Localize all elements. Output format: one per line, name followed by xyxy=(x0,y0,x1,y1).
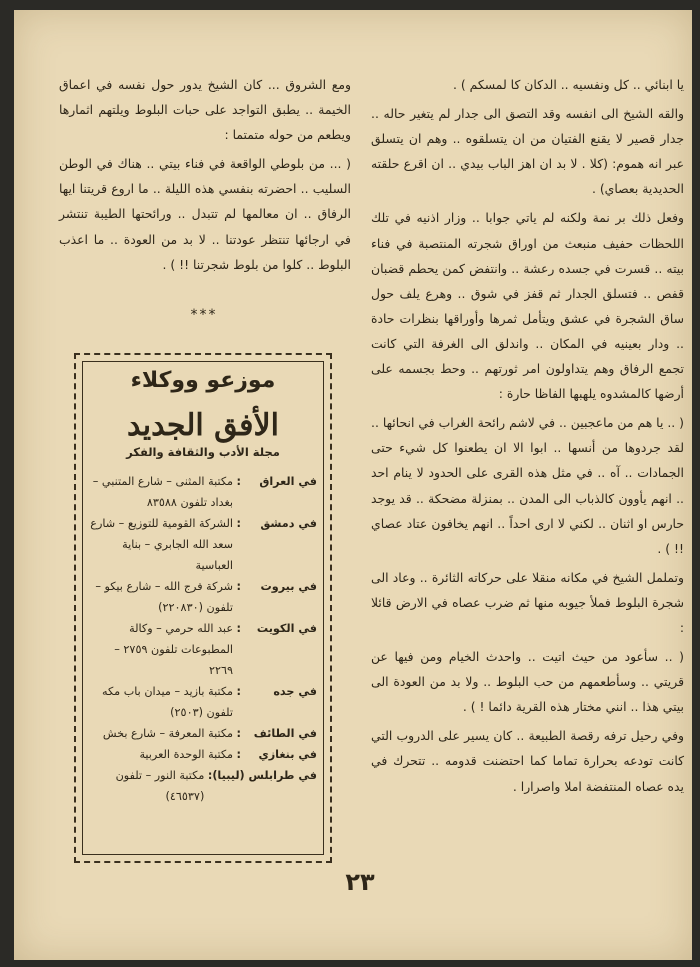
distributor-detail: مكتبة النور – تلفون (٤٦٥٣٧) xyxy=(115,769,205,803)
distributor-detail: مكتبة الوحدة العربية xyxy=(139,748,233,761)
paragraph: وفعل ذلك بر نمة ولكنه لم ياتي جوابا .. وزار اذنيه في تلك اللحظات حفيف منبعث من اوراق شجرته المنتصبة في فناء بيته .. قسرت في جسده رعشة .. وانتفض كمن يحطم قضبان قفص .. فتسلق الجدار ثم قفز في شوق .. وهرع يلف حول ساق الشجرة في عشق ويتأمل ثمرها وأوراقها بنظرات حادة .. ودار بعينيه في المكان .. واندلق الى الغرفة التي كانت تجمع الرفاق وهم يتداولون امر ثورتهم .. وحط بجسمه على أرضها كالمشدوه يلهبها الفاظا حارة : xyxy=(371,210,684,402)
advert-heading: موزعو ووكلاء xyxy=(130,368,276,393)
distributor-detail: مكتبة المعرفة – شارع بخش xyxy=(102,727,233,740)
distributor-city: في الكويت xyxy=(256,622,317,635)
colon-separator: : xyxy=(236,580,241,593)
article-column-left xyxy=(59,72,351,281)
distributor-detail: الشركة القومية للتوزيع – شارع سعد الله الجابري – بناية العباسية xyxy=(90,517,233,572)
paragraph: وتململ الشيخ في مكانه منقلا على حركاته الثائرة .. وعاد الى شجرة البلوط فملأ جيوبه منها ثم ضرب عصاه في الارض قائلا : xyxy=(371,569,684,635)
distributor-detail: مكتبة بازيد – ميدان باب مكه تلفون (٢٥٠٣) xyxy=(102,685,233,719)
page-number: ٢٣ xyxy=(345,868,375,896)
distributors-advert xyxy=(74,353,332,863)
colon-separator: : xyxy=(236,685,241,698)
distributor-city: في العراق xyxy=(259,475,317,488)
distributor-row xyxy=(89,618,317,681)
colon-separator: : xyxy=(236,475,241,488)
distributor-city: في بيروت xyxy=(260,580,317,593)
paragraph: وفي رحيل ترفه رقصة الطبيعة .. كان يسير على الدروب التي كانت تودعه بحرارة تماما كما احتضنت قدومه .. تتحرك في يده عصاه المنتفضة املا واصرارا . xyxy=(371,728,684,794)
paragraph: والقه الشيخ الى انفسه وقد التصق الى جدار لم يتغير حاله .. جدار قصير لا يقنع الفتيان من ان يتسلقوه .. وهم ان يتسلق عبر انه هموم: (كلا . لا بد ان اهز الباب بيدي .. ان اقرع حلقته الحديدية بعصاي) . xyxy=(371,106,684,197)
paragraph: يا ابنائي .. كل ونفسيه .. الدكان كا لمسكم ) . xyxy=(453,77,684,92)
colon-separator: : xyxy=(236,517,241,530)
section-separator: *** xyxy=(190,307,218,323)
distributor-city: في دمشق xyxy=(260,517,317,530)
distributor-city: في الطائف xyxy=(253,727,317,740)
colon-separator: : xyxy=(236,727,241,740)
magazine-logo: الأفق الجديد xyxy=(127,408,279,443)
distributor-city: في طرابلس (ليبيا) xyxy=(212,769,317,782)
paragraph: ( ... من بلوطي الواقعة في فناء بيتي .. هناك في الوطن السليب .. احضرته بنفسي هذه الليلة .. ما اروع قريتنا ايها الرفاق .. ان معالمها لم تتبدل .. ورائحتها الطيبة تنتشر في ارجائها تنتظر عودتنا .. لا بد من العودة .. ما اعذب البلوط .. كلوا من بلوط شجرتنا !! ) . xyxy=(59,156,351,272)
distributor-city: في بنغازي xyxy=(258,748,317,761)
distributor-row xyxy=(89,744,317,765)
distributor-row xyxy=(89,723,317,744)
paragraph: ( .. يا هم من ماعجبين .. في لاشم رائحة الغراب في انحائها .. لقد جردوها من أنسها .. ابوا الا ان يطعنوا كل شيء حتى الجمادات .. آه .. في مثل هذه القرى على الحدود لا ينام احد .. انهم يأوون كالذباب الى المدن .. بمنزلة مضحكة .. قد يوجد حارس او اثنان .. لكني لا ارى احداً .. انهم يخافون عتاد عصاي !! ) . xyxy=(371,415,684,556)
magazine-subtitle: مجلة الأدب والثقافة والفكر xyxy=(126,445,280,459)
distributor-row xyxy=(89,576,317,618)
magazine-page xyxy=(14,10,692,960)
article-column-right xyxy=(371,72,684,803)
colon-separator: : xyxy=(236,622,241,635)
paragraph: ( .. سأعود من حيث اتيت .. واحدث الخيام ومن فيها عن قريتي .. وسأطعمهم من حب البلوط .. ولا بد من العودة الى بيتي هذا .. انني مختار هذه القرية دائما ! ) . xyxy=(371,649,684,715)
distributor-detail: مكتبة المثنى – شارع المتنبي – بغداد تلفون ٨٣٥٨٨ xyxy=(92,475,233,509)
distributor-detail: شركة فرج الله – شارع بيكو – تلفون (٢٢٠٨٣٠) xyxy=(95,580,233,614)
paragraph: ومع الشروق ... كان الشيخ يدور حول نفسه في اعماق الخيمة .. يطبق التواجد على حبات البلوط ويلتهم اثمارها ويطعم من حوله متمتما : xyxy=(59,77,351,143)
distributor-list xyxy=(89,471,317,807)
colon-separator: : xyxy=(236,748,241,761)
distributor-city: في جده xyxy=(273,685,317,698)
distributor-detail: عبد الله حرمي – وكالة المطبوعات تلفون ٢٧٥٩ – ٢٢٦٩ xyxy=(114,622,233,677)
advert-inner-frame xyxy=(82,361,324,855)
distributor-row xyxy=(89,513,317,576)
colon-separator: : xyxy=(207,769,213,782)
distributor-row xyxy=(89,765,317,807)
distributor-row xyxy=(89,681,317,723)
distributor-row xyxy=(89,471,317,513)
